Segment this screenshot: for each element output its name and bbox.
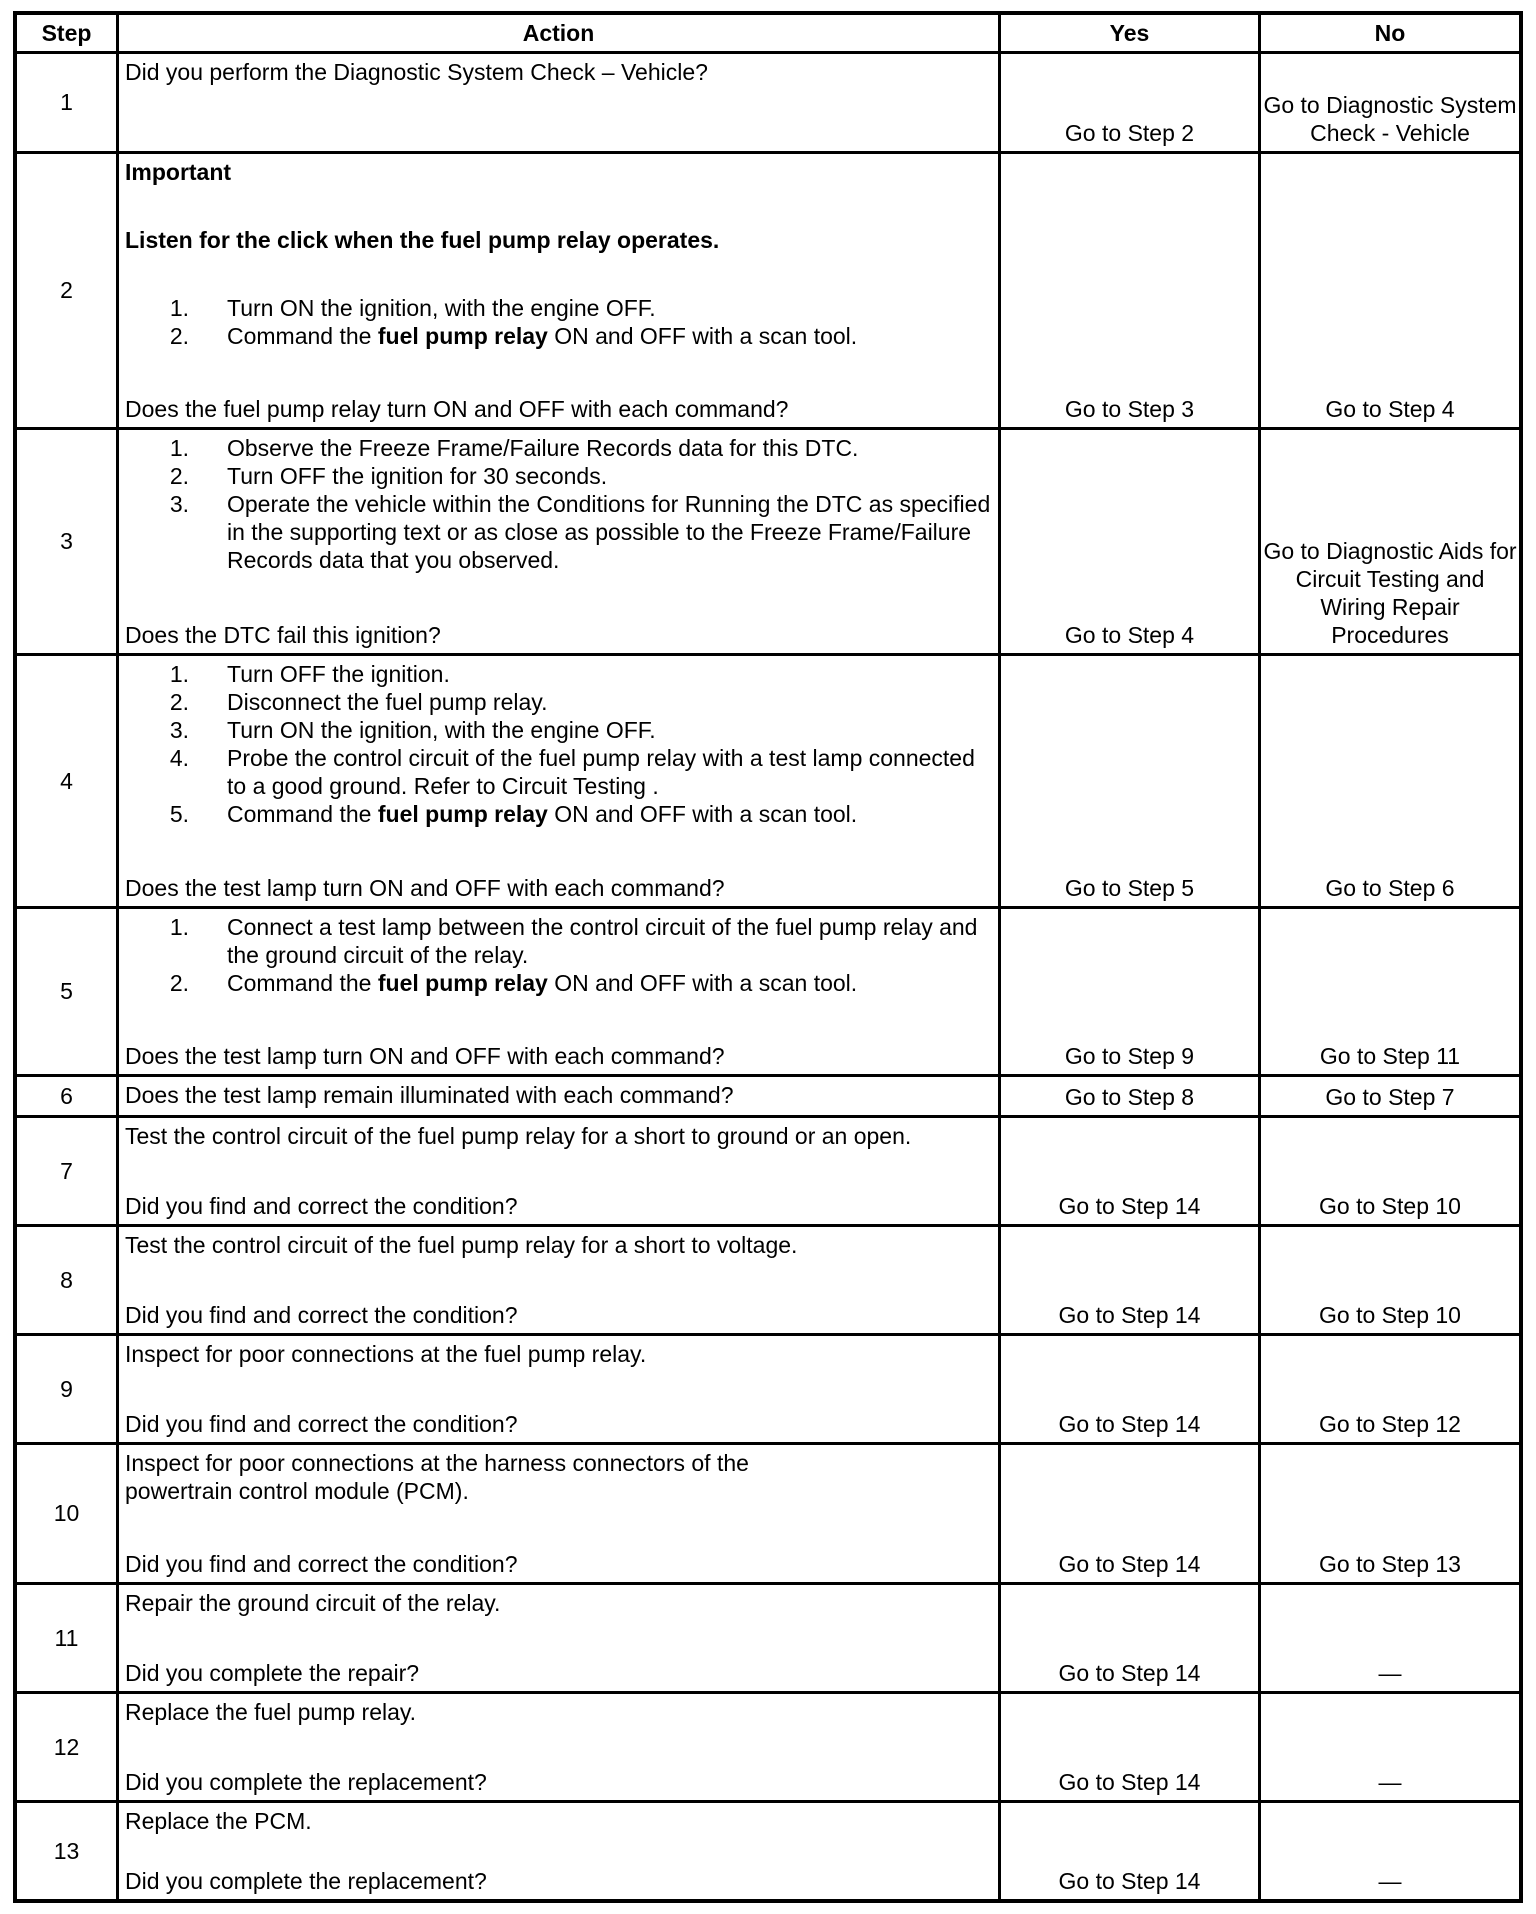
instruction: Test the control circuit of the fuel pump relay for a short to voltage. bbox=[125, 1232, 798, 1258]
no-cell: Go to Diagnostic System Check - Vehicle bbox=[1261, 54, 1519, 154]
action-cell bbox=[119, 1118, 1001, 1227]
yes-cell: Go to Step 5 bbox=[1001, 656, 1261, 909]
list-item: 3. Operate the vehicle within the Conditions for Running the DTC as specified in the supporting text or as close as possible to the Freeze Frame/Failure Records data that you observed. bbox=[169, 491, 991, 574]
yes-cell: Go to Step 9 bbox=[1001, 909, 1261, 1077]
question: Did you find and correct the condition? bbox=[125, 1301, 518, 1328]
no-cell: Go to Step 11 bbox=[1261, 909, 1519, 1077]
yes-cell: Go to Step 14 bbox=[1001, 1227, 1261, 1336]
list-item: 5. Command the fuel pump relay ON and OFF with a scan tool. bbox=[169, 801, 858, 828]
list-item: 4. Probe the control circuit of the fuel pump relay with a test lamp connected to a good ground. Refer to Circuit Testing . bbox=[169, 745, 975, 800]
step-number: 4 bbox=[17, 656, 119, 909]
no-cell: — bbox=[1378, 1867, 1402, 1894]
question: Did you find and correct the condition? bbox=[125, 1192, 518, 1219]
list-item: 1. Connect a test lamp between the control circuit of the fuel pump relay and the ground circuit of the relay. bbox=[169, 914, 978, 969]
no-cell: Go to Step 4 bbox=[1261, 154, 1519, 430]
step-number: 13 bbox=[17, 1803, 119, 1899]
step-number: 5 bbox=[17, 909, 119, 1077]
list-item: 2. Command the fuel pump relay ON and OFF with a scan tool. bbox=[169, 970, 858, 997]
no-cell: Go to Step 13 bbox=[1261, 1445, 1519, 1585]
yes-cell: Go to Step 2 bbox=[1001, 54, 1261, 154]
step-number: 7 bbox=[17, 1118, 119, 1227]
action-cell bbox=[119, 54, 1001, 154]
yes-cell: Go to Step 14 bbox=[1001, 1445, 1261, 1585]
instruction: Inspect for poor connections at the fuel pump relay. bbox=[125, 1341, 647, 1367]
instruction: Replace the PCM. bbox=[125, 1808, 312, 1834]
yes-cell: Go to Step 3 bbox=[1001, 154, 1261, 430]
no-cell: Go to Step 12 bbox=[1261, 1336, 1519, 1445]
step-list bbox=[125, 660, 992, 828]
yes-cell: Go to Step 14 bbox=[1001, 1694, 1261, 1803]
question: Did you complete the replacement? bbox=[125, 1768, 487, 1795]
no-cell: — bbox=[1261, 1585, 1519, 1694]
list-item: 1. Turn OFF the ignition. bbox=[169, 661, 450, 687]
action-cell bbox=[119, 1694, 1001, 1803]
action-cell bbox=[119, 1445, 1001, 1585]
action-cell bbox=[119, 909, 1001, 1077]
yes-cell: Go to Step 14 bbox=[1001, 1336, 1261, 1445]
step-number: 11 bbox=[17, 1585, 119, 1694]
yes-cell: Go to Step 14 bbox=[1001, 1803, 1261, 1899]
important-label: Important bbox=[125, 159, 232, 185]
step-number: 12 bbox=[17, 1694, 119, 1803]
header-action: Action bbox=[119, 15, 1001, 54]
important-note: Listen for the click when the fuel pump relay operates. bbox=[125, 227, 720, 254]
question: Did you complete the replacement? bbox=[125, 1867, 487, 1894]
action-cell bbox=[119, 430, 1001, 656]
instruction: Repair the ground circuit of the relay. bbox=[125, 1590, 501, 1616]
question: Does the test lamp turn ON and OFF with each command? bbox=[125, 874, 725, 901]
action-cell bbox=[119, 656, 1001, 909]
header-no: No bbox=[1261, 15, 1519, 54]
no-cell: Go to Diagnostic Aids for Circuit Testing and Wiring Repair Procedures bbox=[1261, 430, 1519, 656]
step-number: 10 bbox=[17, 1445, 119, 1585]
no-cell: — bbox=[1261, 1694, 1519, 1803]
header-yes: Yes bbox=[1001, 15, 1261, 54]
question: Did you perform the Diagnostic System Check – Vehicle? bbox=[125, 59, 708, 85]
step-number: 3 bbox=[17, 430, 119, 656]
no-cell: Go to Step 10 bbox=[1261, 1118, 1519, 1227]
question: Does the fuel pump relay turn ON and OFF with each command? bbox=[125, 395, 789, 422]
step-number: 1 bbox=[17, 54, 119, 154]
step-list bbox=[125, 294, 992, 350]
no-cell: Go to Step 10 bbox=[1261, 1227, 1519, 1336]
action-cell bbox=[119, 1336, 1001, 1445]
question: Did you find and correct the condition? bbox=[125, 1550, 518, 1577]
action-cell bbox=[119, 1585, 1001, 1694]
yes-cell: Go to Step 14 bbox=[1001, 1118, 1261, 1227]
step-number: 9 bbox=[17, 1336, 119, 1445]
yes-cell: Go to Step 14 bbox=[1001, 1585, 1261, 1694]
instruction: Inspect for poor connections at the harness connectors of the powertrain control module (PCM). bbox=[125, 1450, 749, 1505]
no-cell: Go to Step 6 bbox=[1261, 656, 1519, 909]
instruction: Test the control circuit of the fuel pump relay for a short to ground or an open. bbox=[125, 1123, 912, 1149]
step-list bbox=[125, 913, 992, 997]
yes-cell: Go to Step 4 bbox=[1001, 430, 1261, 656]
action-cell bbox=[119, 154, 1001, 430]
list-item: 3. Turn ON the ignition, with the engine OFF. bbox=[169, 717, 656, 744]
list-item: 1. Turn ON the ignition, with the engine OFF. bbox=[169, 295, 656, 322]
question: Did you complete the repair? bbox=[125, 1659, 420, 1686]
step-number: 6 bbox=[17, 1077, 119, 1118]
no-cell: Go to Step 7 bbox=[1261, 1077, 1519, 1118]
action-cell bbox=[119, 1803, 1001, 1899]
list-item: 2. Turn OFF the ignition for 30 seconds. bbox=[169, 463, 608, 490]
list-item: 2. Command the fuel pump relay ON and OFF with a scan tool. bbox=[169, 323, 858, 350]
question: Did you find and correct the condition? bbox=[125, 1410, 518, 1437]
instruction: Replace the fuel pump relay. bbox=[125, 1699, 417, 1725]
diagnostic-table bbox=[13, 11, 1523, 1903]
step-number: 8 bbox=[17, 1227, 119, 1336]
step-list bbox=[125, 434, 992, 574]
step-number: 2 bbox=[17, 154, 119, 430]
list-item: 2. Disconnect the fuel pump relay. bbox=[169, 689, 548, 716]
list-item: 1. Observe the Freeze Frame/Failure Records data for this DTC. bbox=[169, 435, 859, 461]
yes-cell: Go to Step 8 bbox=[1001, 1077, 1261, 1118]
header-step: Step bbox=[17, 15, 119, 54]
action-cell bbox=[119, 1227, 1001, 1336]
question: Does the DTC fail this ignition? bbox=[125, 621, 441, 648]
question: Does the test lamp remain illuminated with each command? bbox=[125, 1082, 734, 1108]
action-cell bbox=[119, 1077, 1001, 1118]
question: Does the test lamp turn ON and OFF with each command? bbox=[125, 1042, 725, 1069]
